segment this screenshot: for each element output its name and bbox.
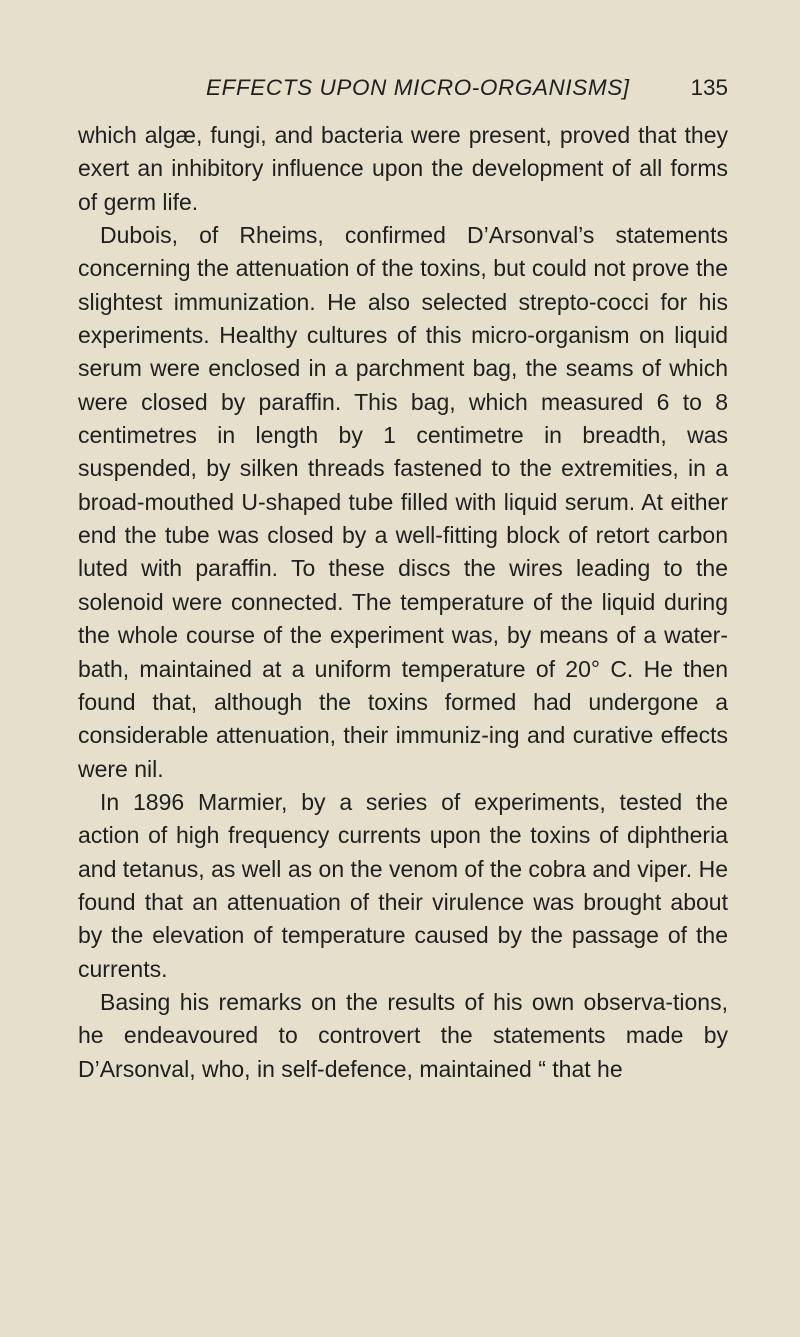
running-header-title: EFFECTS UPON MICRO-ORGANISMS] [206, 75, 630, 100]
page-number: 135 [690, 75, 728, 100]
running-header [78, 75, 728, 109]
paragraph-1: which algæ, fungi, and bacteria were present, proved that they exert an inhibitory influence upon the development of all forms of germ life. [78, 122, 728, 215]
paragraph-4: Basing his remarks on the results of his own observa-tions, he endeavoured to controvert the statements made by D’Arsonval, who, in self-defence, maintained “ that he [78, 988, 728, 1082]
paragraph-3: In 1896 Marmier, by a series of experiments, tested the action of high frequency currents upon the toxins of diphtheria and tetanus, as well as on the venom of the cobra and viper. He found that an attenuation of their virulence was brought about by the elevation of temperature caused by the passage of the currents. [78, 788, 728, 982]
paragraph-2: Dubois, of Rheims, confirmed D’Arsonval’s statements concerning the attenuation of the toxins, but could not prove the slightest immunization. He also selected strepto-cocci for his experiments. Healthy cultures of this micro-organism on liquid serum were enclosed in a parchment bag, the seams of which were closed by paraffin. This bag, which measured 6 to 8 centimetres in length by 1 centimetre in breadth, was suspended, by silken threads fastened to the extremities, in a broad-mouthed U-shaped tube filled with liquid serum. At either end the tube was closed by a well-fitting block of retort carbon luted with paraffin. To these discs the wires leading to the solenoid were connected. The temperature of the liquid during the whole course of the experiment was, by means of a water-bath, maintained at a uniform temperature of 20° C. He then found that, although the toxins formed had undergone a considerable attenuation, their immuniz-ing and curative effects were nil. [78, 222, 728, 782]
body-text [78, 119, 728, 1086]
